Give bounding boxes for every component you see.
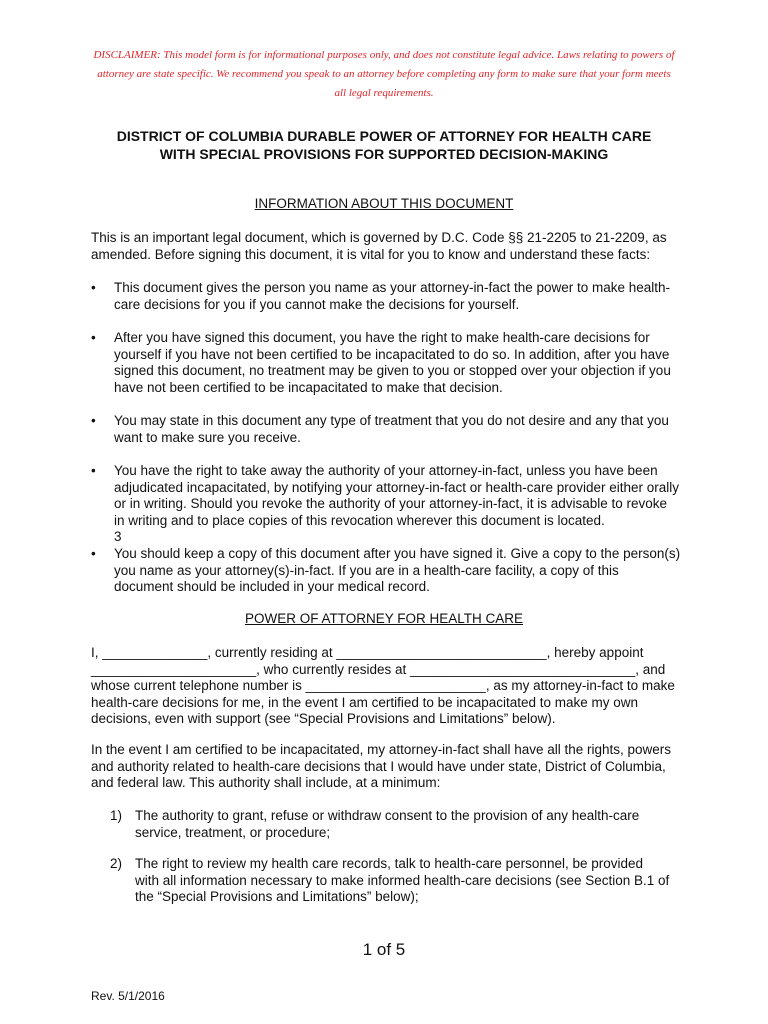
document-title xyxy=(60,127,708,163)
bullet-icon: • xyxy=(91,280,96,295)
bullet-icon: • xyxy=(91,546,96,561)
title-line-2: WITH SPECIAL PROVISIONS FOR SUPPORTED DECISION-MAKING xyxy=(159,146,609,162)
title-line-1: DISTRICT OF COLUMBIA DURABLE POWER OF ATTORNEY FOR HEALTH CARE xyxy=(116,128,652,144)
bullet-item xyxy=(91,463,681,546)
disclaimer: DISCLAIMER: This model form is for informational purposes only, and does not constitute legal advice. Laws relating to powers of attorney are state specific. We recommend you speak to an attorney before completing any form to make sure that your form meets all legal requirements. xyxy=(93,49,675,99)
stray-number: 3 xyxy=(114,529,122,544)
bullet-text: You should keep a copy of this document after you have signed it. Give a copy to the person(s) you name as your attorney(s)-in-fact. If you are in a health-care facility, a copy of this document should be included in your medical record. xyxy=(114,546,681,594)
page-number: 1 of 5 xyxy=(362,940,406,959)
bullet-text: After you have signed this document, you have the right to make health-care decisions for yourself if you have not been certified to be incapacitated to do so. In addition, after you have signed this document, no treatment may be given to you or stopped over your objection if you have not been certified to be incapacitated to make that decision. xyxy=(114,330,671,395)
item-number: 2) xyxy=(110,856,123,871)
poa-heading: POWER OF ATTORNEY FOR HEALTH CARE xyxy=(244,611,524,626)
item-text: The right to review my health care records, talk to health-care personnel, be provided with all information necessary to make informed health-care decisions (see Section B.1 of the “Special Provisions and Limitations” below); xyxy=(135,856,670,904)
bullet-icon: • xyxy=(91,413,96,428)
bullet-item xyxy=(91,413,681,446)
info-heading: INFORMATION ABOUT THIS DOCUMENT xyxy=(254,196,514,211)
item-number: 1) xyxy=(110,808,123,823)
bullet-text: You may state in this document any type of treatment that you do not desire and any that you want to make sure you receive. xyxy=(114,413,669,445)
rights-paragraph: In the event I am certified to be incapacitated, my attorney-in-fact shall have all the rights, powers and authority related to health-care decisions that I would have under state, District of Columbia, and federal law. This authority shall include, at a minimum: xyxy=(91,742,672,790)
bullet-icon: • xyxy=(91,330,96,345)
appointment-paragraph: I, ______________, currently residing at ____________________________, hereby appoint ______________________, who currently resides at ______________________________, and whose current telephone number is ________________________, as my attorney-in-fact to make health-care decisions for me, in the event I am certified to be incapacitated to make my own decisions, even with support (see “Special Provisions and Limitations” below). xyxy=(91,645,675,726)
bullet-item xyxy=(91,330,681,396)
revision-date: Rev. 5/1/2016 xyxy=(91,989,165,1003)
bullet-text: This document gives the person you name as your attorney-in-fact the power to make health-care decisions for you if you cannot make the decisions for yourself. xyxy=(114,280,671,312)
numbered-item xyxy=(110,856,670,906)
item-text: The authority to grant, refuse or withdraw consent to the provision of any health-care service, treatment, or procedure; xyxy=(135,808,640,840)
numbered-item xyxy=(110,808,670,841)
bullet-text: You have the right to take away the authority of your attorney-in-fact, unless you have been adjudicated incapacitated, by notifying your attorney-in-fact or health-care provider either orally or in writing. Should you revoke the authority of your attorney-in-fact, it is advisable to revoke in writing and to place copies of this revocation wherever this document is located. xyxy=(114,463,680,528)
bullet-icon: • xyxy=(91,463,96,478)
bullet-item xyxy=(91,546,681,596)
intro-paragraph: This is an important legal document, which is governed by D.C. Code §§ 21-2205 to 21-2209, as amended. Before signing this document, it is vital for you to know and understand these facts: xyxy=(91,230,667,262)
bullet-item xyxy=(91,280,681,313)
